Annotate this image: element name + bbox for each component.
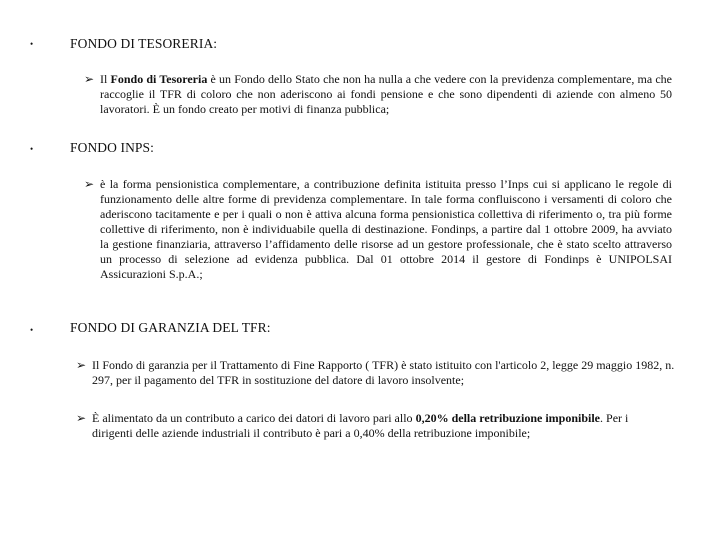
arrow-bullet-icon: ➢ (84, 72, 95, 86)
section-heading-tesoreria: FONDO DI TESORERIA: (70, 36, 218, 51)
arrow-bullet-icon: ➢ (84, 177, 95, 191)
section-heading-garanzia: FONDO DI GARANZIA DEL TFR: (70, 320, 271, 335)
tesoreria-paragraph: Il Fondo di Tesoreria è un Fondo dello Stato che non ha nulla a che vedere con la previdenza complementare, ma che raccoglie il TFR di coloro che non aderiscono ai fondi pensione e che sono dipendenti di aziende con almeno 50 lavoratori. È un fondo creato per motivi di finanza pubblica; (100, 72, 673, 116)
bullet-marker: • (30, 144, 34, 154)
bullet-marker: • (30, 39, 34, 49)
contributo-bold: 0,20% della retribuzione imponibile (415, 411, 601, 425)
fondo-tesoreria-bold: Fondo di Tesoreria (110, 72, 208, 86)
garanzia-paragraph-2: È alimentato da un contributo a carico dei datori di lavoro pari allo 0,20% della retribuzione imponibile. Per i dirigenti delle aziende industriali il contributo è pari a 0,40% della retribuzione imponibile; (92, 411, 629, 440)
bullet-marker: • (30, 325, 34, 335)
inps-paragraph: è la forma pensionistica complementare, a contribuzione definita istituita presso l’Inps cui si applicano le regole di funzionamento delle altre forme di previdenza complementare. In tale forma confluiscono i versamenti di coloro che aderiscono tacitamente e per i quali o non è attiva alcuna forma pensionistica collettiva di riferimento o, tra più forme collettive di riferimento, non è individuabile quella di destinazione. Fondinps, a partire dal 1 ottobre 2009, ha avviato la gestione finanziaria, attraverso l’affidamento delle risorse ad un gestore professionale, che è stato scelto attraverso un processo di selezione ad evidenza pubblica. Dal 01 ottobre 2014 il gestore di Fondinps è UNIPOLSAI Assicurazioni S.p.A.; (100, 177, 672, 281)
arrow-bullet-icon: ➢ (76, 411, 87, 425)
arrow-bullet-icon: ➢ (76, 358, 87, 372)
garanzia-paragraph-1: Il Fondo di garanzia per il Trattamento di Fine Rapporto ( TFR) è stato istituito con l'articolo 2, legge 29 maggio 1982, n. 297, per il pagamento del TFR in sostituzione del datore di lavoro insolvente; (92, 358, 675, 387)
section-heading-inps: FONDO INPS: (70, 140, 154, 155)
